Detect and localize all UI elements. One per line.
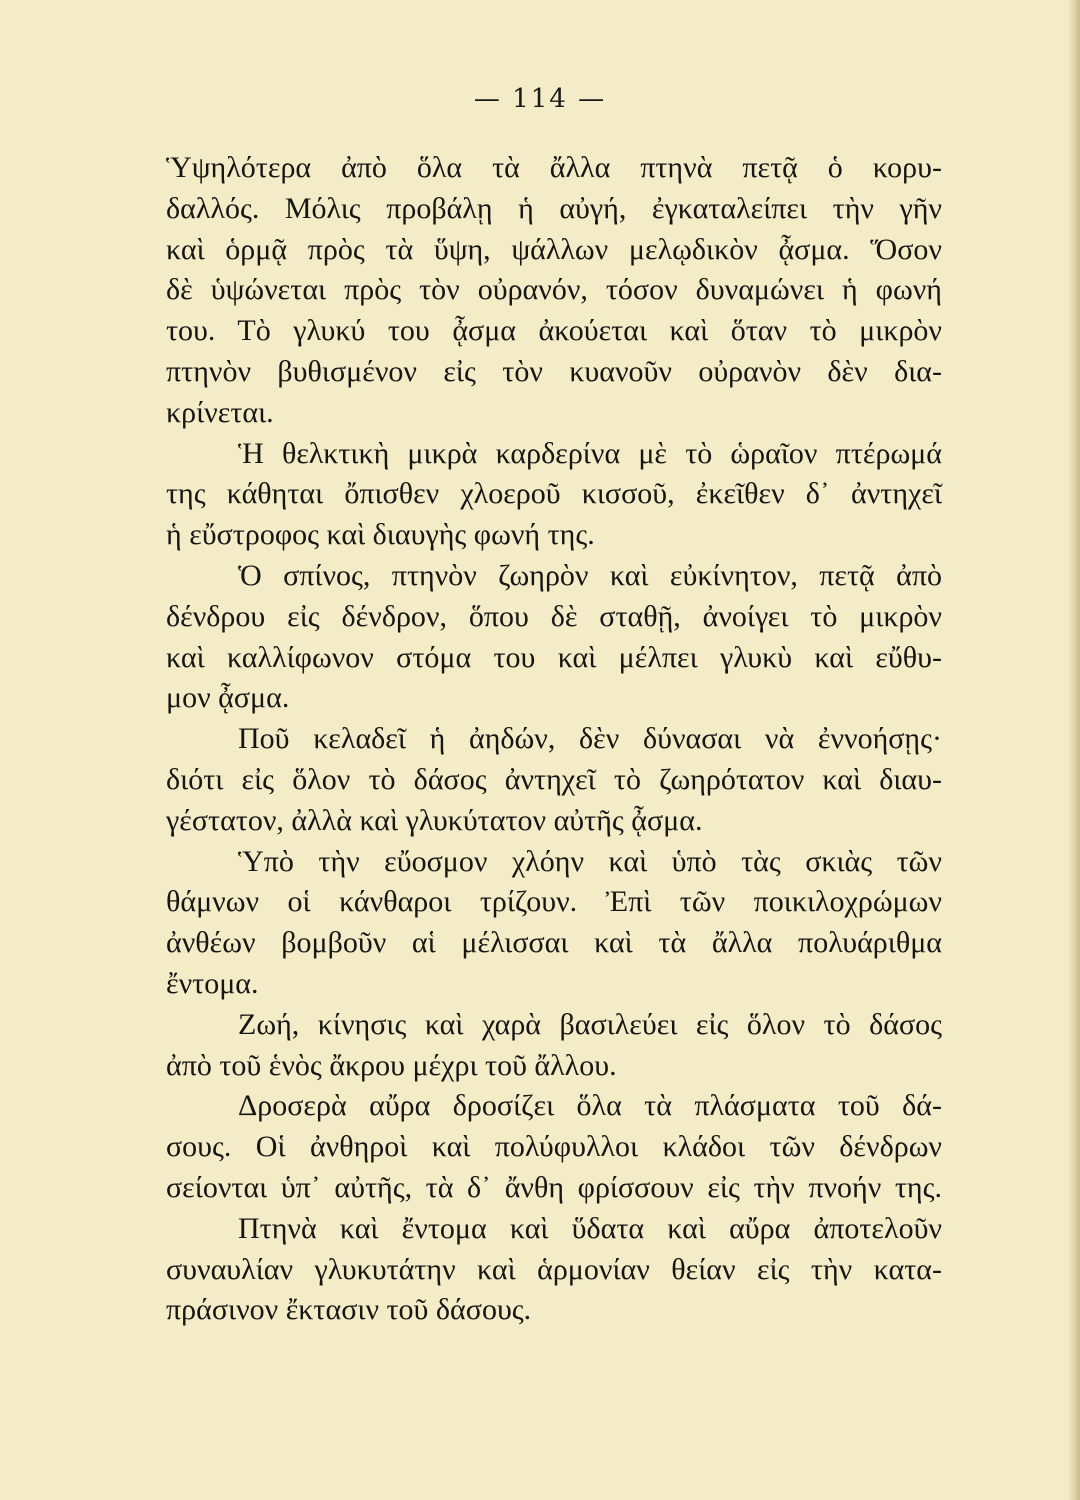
text-line: του. Τὸ γλυκύ του ᾆσμα ἀκούεται καὶ ὅταν τὸ μικρὸν bbox=[166, 314, 942, 348]
text-line: δὲ ὑψώνεται πρὸς τὸν οὐρανόν, τόσον δυναμώνει ἡ φωνή bbox=[166, 273, 942, 307]
text-line: Δροσερὰ αὔρα δροσίζει ὅλα τὰ πλάσματα τοῦ δά- bbox=[238, 1089, 942, 1123]
text-line: ἡ εὔστροφος καὶ διαυγὴς φωνή της. bbox=[166, 518, 595, 552]
text-line: ἀνθέων βομβοῦν αἱ μέλισσαι καὶ τὰ ἄλλα πολυάριθμα bbox=[166, 926, 942, 960]
page-edge-shadow bbox=[1068, 0, 1080, 1500]
text-line: ἔντομα. bbox=[166, 966, 259, 1000]
text-line: δαλλός. Μόλις προβάλῃ ἡ αὐγή, ἐγκαταλείπει τὴν γῆν bbox=[166, 191, 942, 225]
text-line: κρίνεται. bbox=[166, 395, 274, 429]
text-line: Ἡ θελκτικὴ μικρὰ καρδερίνα μὲ τὸ ὡραῖον πτέρωμά bbox=[238, 436, 942, 470]
text-line: της κάθηται ὄπισθεν χλοεροῦ κισσοῦ, ἐκεῖθεν δ᾽ ἀντηχεῖ bbox=[166, 477, 942, 511]
text-line: διότι εἰς ὅλον τὸ δάσος ἀντηχεῖ τὸ ζωηρότατον καὶ διαυ- bbox=[166, 762, 942, 796]
text-line: Ὑψηλότερα ἀπὸ ὅλα τὰ ἄλλα πτηνὰ πετᾷ ὁ κορυ- bbox=[166, 151, 942, 184]
page-number: — 114 — bbox=[473, 84, 607, 114]
text-line: καὶ καλλίφωνον στόμα του καὶ μέλπει γλυκὺ καὶ εὔθυ- bbox=[166, 640, 942, 674]
text-line: Ζωή, κίνησις καὶ χαρὰ βασιλεύει εἰς ὅλον τὸ δάσος bbox=[238, 1007, 942, 1041]
text-line: θάμνων οἱ κάνθαροι τρίζουν. Ἐπὶ τῶν ποικιλοχρώμων bbox=[166, 885, 942, 919]
text-line: καὶ ὁρμᾷ πρὸς τὰ ὕψη, ψάλλων μελῳδικὸν ᾆσμα. Ὅσον bbox=[166, 232, 942, 266]
text-line: σους. Οἱ ἀνθηροὶ καὶ πολύφυλλοι κλάδοι τῶν δένδρων bbox=[166, 1130, 942, 1164]
text-line: Πτηνὰ καὶ ἔντομα καὶ ὕδατα καὶ αὔρα ἀποτελοῦν bbox=[238, 1211, 942, 1245]
text-line: πτηνὸν βυθισμένον εἰς τὸν κυανοῦν οὐρανὸν δὲν δια- bbox=[166, 354, 942, 388]
text-line: Ὁ σπίνος, πτηνὸν ζωηρὸν καὶ εὐκίνητον, πετᾷ ἀπὸ bbox=[238, 558, 942, 592]
text-line: Ποῦ κελαδεῖ ἡ ἀηδών, δὲν δύνασαι νὰ ἐννοήσῃς· bbox=[238, 722, 942, 756]
text-line: Ὑπὸ τὴν εὔοσμον χλόην καὶ ὑπὸ τὰς σκιὰς τῶν bbox=[238, 844, 942, 878]
text-line: πράσινον ἔκτασιν τοῦ δάσους. bbox=[166, 1293, 532, 1327]
text-line: γέστατον, ἀλλὰ καὶ γλυκύτατον αὐτῆς ᾆσμα. bbox=[166, 803, 703, 837]
text-line: δένδρου εἰς δένδρον, ὅπου δὲ σταθῇ, ἀνοίγει τὸ μικρὸν bbox=[166, 599, 942, 633]
text-line: συναυλίαν γλυκυτάτην καὶ ἁρμονίαν θείαν εἰς τὴν κατα- bbox=[166, 1252, 942, 1286]
text-line: σείονται ὑπ᾽ αὐτῆς, τὰ δ᾽ ἄνθη φρίσσουν εἰς τὴν πνοήν της. bbox=[166, 1170, 942, 1204]
text-line: μον ᾆσμα. bbox=[166, 681, 290, 715]
body-text bbox=[166, 148, 942, 1331]
text-line: ἀπὸ τοῦ ἑνὸς ἄκρου μέχρι τοῦ ἄλλου. bbox=[166, 1048, 617, 1082]
